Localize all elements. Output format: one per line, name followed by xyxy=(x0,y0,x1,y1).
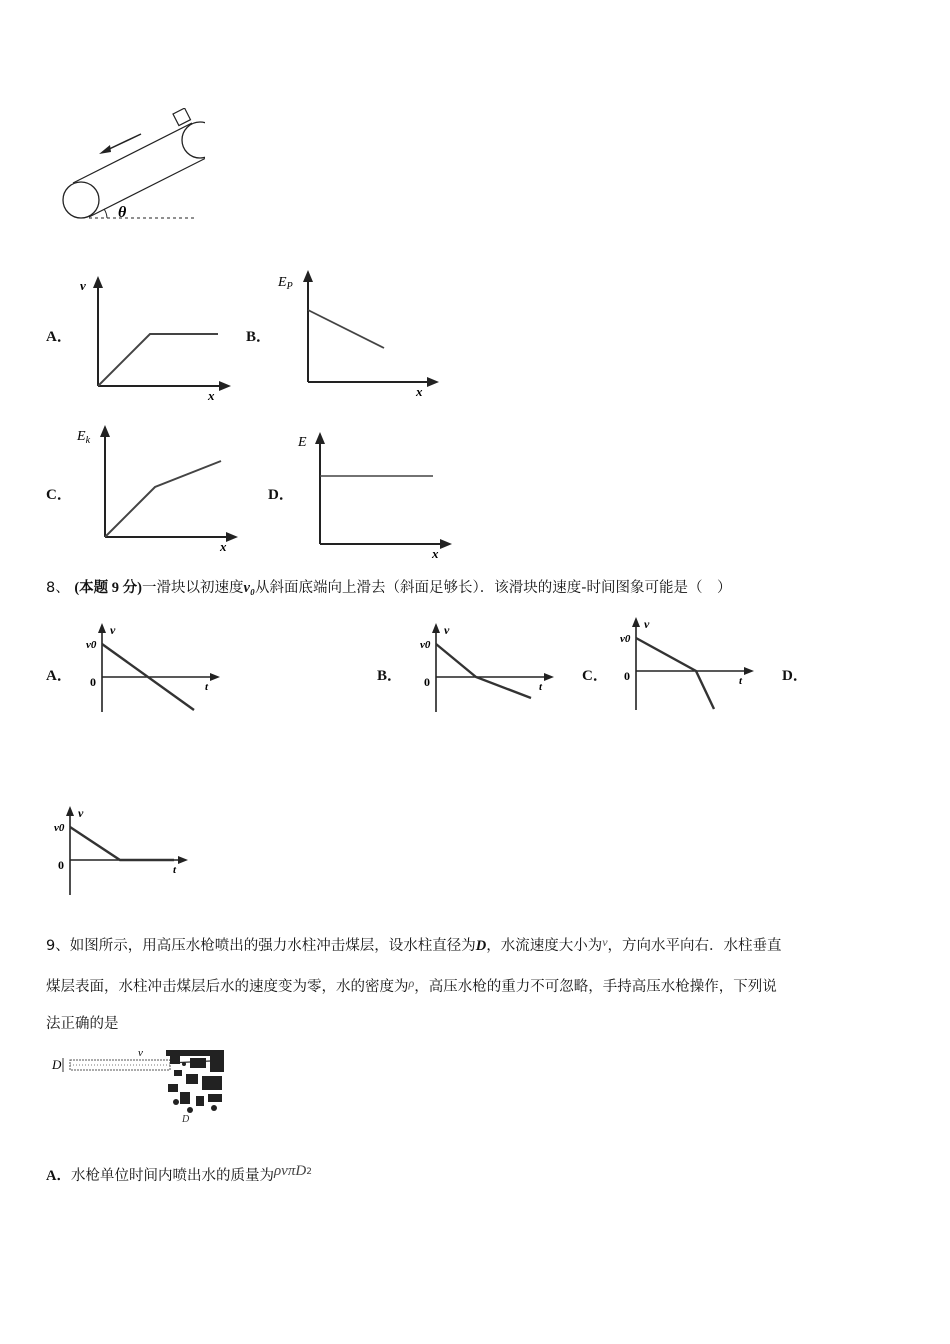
q7-a-y-axis: v xyxy=(80,278,86,293)
q7-c-y-sub: k xyxy=(85,435,91,446)
q7-graph-b xyxy=(276,266,446,398)
q8-option-d-label[interactable]: D． xyxy=(782,668,808,684)
svg-text:D: D xyxy=(182,1114,190,1125)
q8-text-b: 从斜面底端向上滑去（斜面足够长）．该滑块的速度-时间图象可能是（ ） xyxy=(255,580,732,596)
q9-option-a-text: 水枪单位时间内喷出水的质量为 xyxy=(70,1168,274,1184)
q9-D: D xyxy=(475,938,487,954)
q7-a-curve xyxy=(98,334,218,386)
q7-c-y-axis: E xyxy=(77,429,86,444)
motion-arrowhead xyxy=(99,145,111,154)
q7-option-d-label[interactable]: D． xyxy=(268,487,294,503)
angle-label: θ xyxy=(118,204,127,221)
q7-option-b-label[interactable]: B． xyxy=(246,329,272,345)
q9-line1-c: ，方向水平向右．水柱垂直 xyxy=(607,938,782,954)
q7-b-x-axis: x xyxy=(416,384,423,398)
q9-line3: 法正确的是 xyxy=(46,1016,119,1032)
q8-c-v0: v0 xyxy=(620,633,631,645)
q7-b-y-sub: P xyxy=(286,281,293,292)
q8-d-zero: 0 xyxy=(58,858,64,872)
q7-graph-a xyxy=(78,272,248,402)
q8-graph-b xyxy=(418,620,568,715)
q7-b-curve xyxy=(308,310,384,348)
q8-b-v0: v0 xyxy=(420,639,431,651)
coal-seam xyxy=(166,1050,224,1113)
q7-option-c-label[interactable]: C． xyxy=(46,487,72,503)
q7-c-x-axis: x xyxy=(220,539,227,554)
q9-option-a-formula-sup: 2 xyxy=(306,1167,312,1178)
q8-graph-c xyxy=(618,614,768,714)
q8-d-v0: v0 xyxy=(54,822,65,834)
q7-option-a-label[interactable]: A． xyxy=(46,329,72,345)
q8-d-y-axis: v xyxy=(78,806,84,820)
q8-graph-a xyxy=(84,620,234,715)
q9-option-a[interactable] xyxy=(46,1153,312,1195)
q9-rho: ρ xyxy=(408,976,415,990)
q7-graph-d xyxy=(296,426,466,560)
q9-option-a-letter: A． xyxy=(46,1168,71,1184)
water-jet-D-label: D xyxy=(52,1057,62,1072)
q9-line1-b: ，水流速度大小为 xyxy=(486,938,603,954)
q8-graph-d xyxy=(52,803,202,898)
q7-graph-c xyxy=(75,421,245,555)
q7-b-y-axis: E xyxy=(278,275,287,290)
q8-number: 8、 xyxy=(46,580,70,596)
q8-option-a-label[interactable]: A． xyxy=(46,668,72,684)
q8-option-c-label[interactable]: C． xyxy=(582,668,608,684)
svg-text:Ek xyxy=(76,429,91,446)
water-jet-figure xyxy=(50,1040,240,1125)
q8-v0: v₀ xyxy=(243,580,256,596)
q8-c-y-axis: v xyxy=(644,617,650,631)
q8-points: (本题 9 分) xyxy=(74,580,143,596)
q9-option-a-formula: ρvπD xyxy=(273,1163,307,1179)
q7-c-curve xyxy=(105,461,221,537)
upper-pulley xyxy=(182,122,205,158)
q8-a-t-axis: t xyxy=(205,681,209,693)
q8-a-zero: 0 xyxy=(90,675,96,689)
q8-question xyxy=(46,570,732,607)
q8-a-y-axis: v xyxy=(110,623,116,637)
angle-arc xyxy=(104,209,107,218)
q8-b-y-axis: v xyxy=(444,623,450,637)
q9-v: v xyxy=(602,935,608,949)
svg-text:EP xyxy=(277,275,293,292)
lower-pulley xyxy=(63,182,99,218)
q9-line2-a: 煤层表面，水柱冲击煤层后水的速度变为零，水的密度为 xyxy=(46,979,409,995)
q8-c-zero: 0 xyxy=(624,669,630,683)
q7-d-y-axis: E xyxy=(298,435,307,450)
conveyor-belt-figure xyxy=(55,108,205,226)
q8-b-curve xyxy=(436,644,531,698)
q7-d-x-axis: x xyxy=(432,546,439,560)
q8-b-zero: 0 xyxy=(424,675,430,689)
water-jet-v-label: v xyxy=(138,1047,143,1059)
q9-line2-b: ，高压水枪的重力不可忽略，手持高压水枪操作，下列说 xyxy=(414,979,777,995)
q8-d-t-axis: t xyxy=(173,864,177,876)
q8-text-a: 一滑块以初速度 xyxy=(142,580,244,596)
q9-line1-a: 如图所示，用高压水枪喷出的强力水柱冲击煤层，设水柱直径为 xyxy=(69,938,476,954)
q7-a-x-axis: x xyxy=(208,388,215,402)
q8-d-curve xyxy=(70,827,174,860)
q8-c-t-axis: t xyxy=(739,675,743,687)
q9-number: 9、 xyxy=(46,938,70,954)
q9-question xyxy=(46,924,916,1043)
q8-a-v0: v0 xyxy=(86,639,97,651)
q8-c-curve xyxy=(636,638,714,709)
q8-b-t-axis: t xyxy=(539,681,543,693)
q8-option-b-label[interactable]: B． xyxy=(377,668,403,684)
block-on-belt xyxy=(173,108,190,125)
